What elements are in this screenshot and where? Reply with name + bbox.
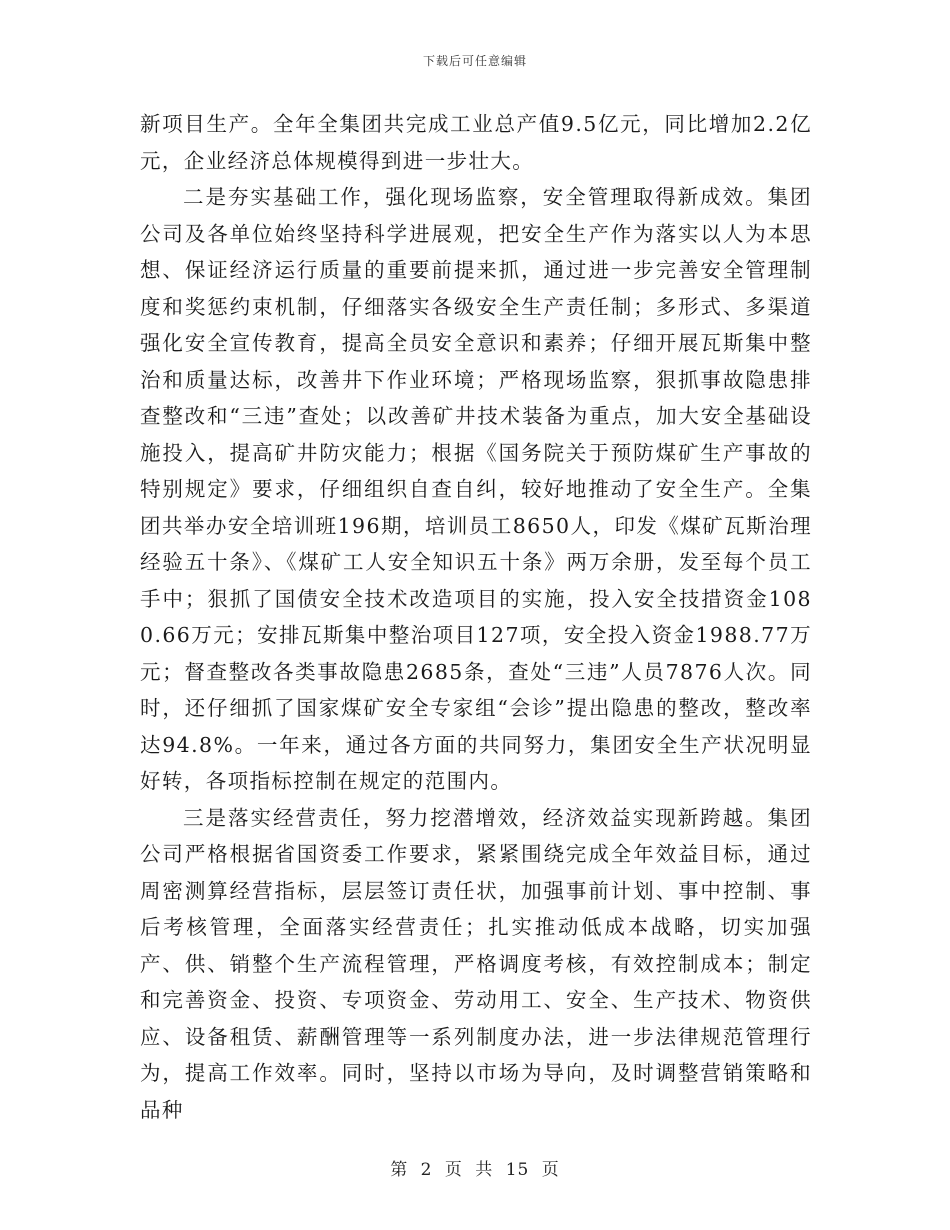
document-body: [140, 106, 812, 1128]
paragraph-safety-management: 二是夯实基础工作，强化现场监察，安全管理取得新成效。集团公司及各单位始终坚持科学进展观，把安全生产作为落实以人为本思想、保证经济运行质量的重要前提来抓，通过进一步完善安全管理制度和奖惩约束机制，仔细落实各级安全生产责任制；多形式、多渠道强化安全宣传教育，提高全员安全意识和素养；仔细开展瓦斯集中整治和质量达标，改善井下作业环境；严格现场监察，狠抓事故隐患排查整改和“三违”查处；以改善矿井技术装备为重点，加大安全基础设施投入，提高矿井防灾能力；根据《国务院关于预防煤矿生产事故的特别规定》要求，仔细组织自查自纠，较好地推动了安全生产。全集团共举办安全培训班196期，培训员工8650人，印发《煤矿瓦斯治理经验五十条》、《煤矿工人安全知识五十条》两万余册，发至每个员工手中；狠抓了国债安全技术改造项目的实施，投入安全技措资金1080.66万元；安排瓦斯集中整治项目127项，安全投入资金1988.77万元；督查整改各类事故隐患2685条，查处“三违”人员7876人次。同时，还仔细抓了国家煤矿安全专家组“会诊”提出隐患的整改，整改率达94.8%。一年来，通过各方面的共同努力，集团安全生产状况明显好转，各项指标控制在规定的范围内。: [140, 185, 812, 793]
page-number-footer: 第 2 页 共 15 页: [390, 1160, 560, 1180]
paragraph-continuation: 新项目生产。全年全集团共完成工业总产值9.5亿元，同比增加2.2亿元，企业经济总体规模得到进一步壮大。: [140, 112, 812, 173]
page-header-note: 下载后可任意编辑: [422, 54, 527, 68]
paragraph-business-responsibility: 三是落实经营责任，努力挖潜增效，经济效益实现新跨越。集团公司严格根据省国资委工作要求，紧紧围绕完成全年效益目标，通过周密测算经营指标，层层签订责任状，加强事前计划、事中控制、事后考核管理，全面落实经营责任；扎实推动低成本战略，切实加强产、供、销整个生产流程管理，严格调度考核，有效控制成本；制定和完善资金、投资、专项资金、劳动用工、安全、生产技术、物资供应、设备租赁、薪酬管理等一系列制度办法，进一步法律规范管理行为，提高工作效率。同时，坚持以市场为导向，及时调整营销策略和品种: [140, 805, 812, 1122]
